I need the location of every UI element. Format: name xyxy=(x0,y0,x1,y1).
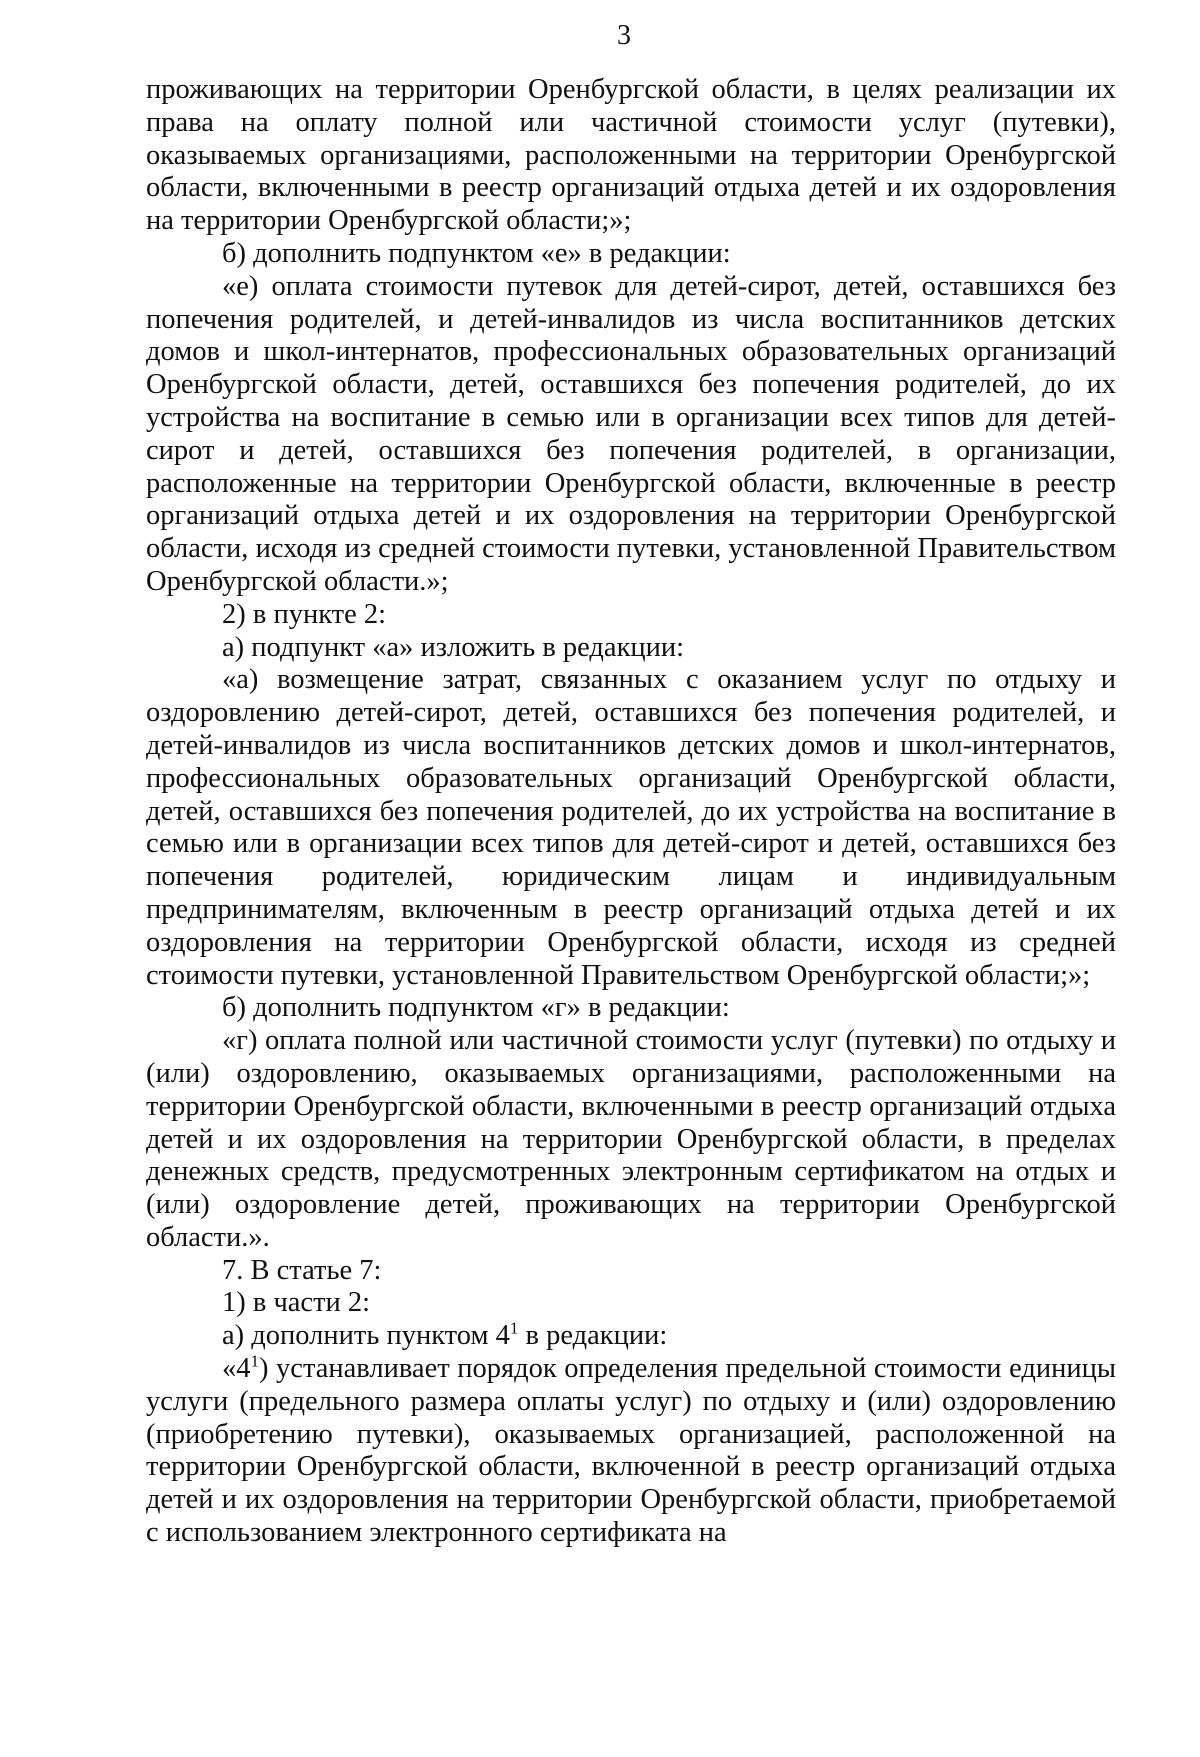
paragraph-subitem-a: а) подпункт «а» изложить в редакции: xyxy=(222,631,685,663)
paragraph-add-item-4-1 xyxy=(146,1320,1116,1353)
superscript: 1 xyxy=(250,1351,259,1371)
paragraph-article-7: 7. В статье 7: xyxy=(222,1254,382,1286)
paragraph-item-2: 2) в пункте 2: xyxy=(222,598,387,630)
text-fragment: «4 xyxy=(222,1353,251,1385)
paragraph-item-4-1-text xyxy=(146,1353,1116,1550)
text-fragment: в редакции: xyxy=(518,1320,668,1352)
paragraph-subitem-b-2: б) дополнить подпунктом «г» в редакции: xyxy=(222,992,730,1024)
paragraph-subitem-e: «е) оплата стоимости путевок для детей-сирот, детей, оставшихся без попечения родителей, и детей-инвалидов из числа воспитанников детских домов и школ-интернатов, профессиональных образовательных организаций Оренбургской области, детей, оставшихся без попечения родителей, до их устройства на воспитание в семью или в организации всех типов для детей-сирот и детей, оставшихся без попечения родителей, в организации, расположенные на территории Оренбургской области, включенные в реестр организаций отдыха детей и их оздоровления на территории Оренбургской области, исходя из средней стоимости путевки, установленной Правительством Оренбургской области.»; xyxy=(146,270,1116,597)
page-number: 3 xyxy=(617,20,631,51)
paragraph-part-2: 1) в части 2: xyxy=(222,1287,371,1319)
superscript: 1 xyxy=(509,1318,519,1338)
paragraph-subitem-g-text: «г) оплата полной или частичной стоимости услуг (путевки) по отдыху и (или) оздоровлению, оказываемых организациями, расположенными на территории Оренбургской области, включенными в реестр организаций отдыха детей и их оздоровления на территории Оренбургской области, в пределах денежных средств, предусмотренных электронным сертификатом на отдых и (или) оздоровление детей, проживающих на территории Оренбургской области.». xyxy=(146,1025,1116,1253)
paragraph-subitem-a-text: «а) возмещение затрат, связанных с оказанием услуг по отдыху и оздоровлению детей-сирот, детей, оставшихся без попечения родителей, и детей-инвалидов из числа воспитанников детских домов и школ-интернатов, профессиональных образовательных организаций Оренбургской области, детей, оставшихся без попечения родителей, до их устройства на воспитание в семью или в организации всех типов для детей-сирот и детей, оставшихся без попечения родителей, юридическим лицам и индивидуальным предпринимателям, включенным в реестр организаций отдыха детей и их оздоровления на территории Оренбургской области, исходя из средней стоимости путевки, установленной Правительством Оренбургской области;»; xyxy=(146,664,1116,991)
text-fragment: ) устанавливает порядок определения предельной стоимости единицы услуги (предельного размера оплаты услуг) по отдыху и (или) оздоровлению (приобретению путевки), оказываемых организацией, расположенной на территории Оренбургской области, включенной в реестр организаций отдыха детей и их оздоровления на территории Оренбургской области, приобретаемой с использованием электронного сертификата на xyxy=(146,1353,1116,1549)
paragraph-continuation: проживающих на территории Оренбургской области, в целях реализации их права на оплату полной или частичной стоимости услуг (путевки), оказываемых организациями, расположенными на территории Оренбургской области, включенными в реестр организаций отдыха детей и их оздоровления на территории Оренбургской области;»; xyxy=(146,74,1116,237)
document-body xyxy=(146,74,1116,1550)
paragraph-subitem-b: б) дополнить подпунктом «е» в редакции: xyxy=(222,237,731,269)
text-fragment: а) дополнить пунктом 4 xyxy=(222,1320,510,1352)
